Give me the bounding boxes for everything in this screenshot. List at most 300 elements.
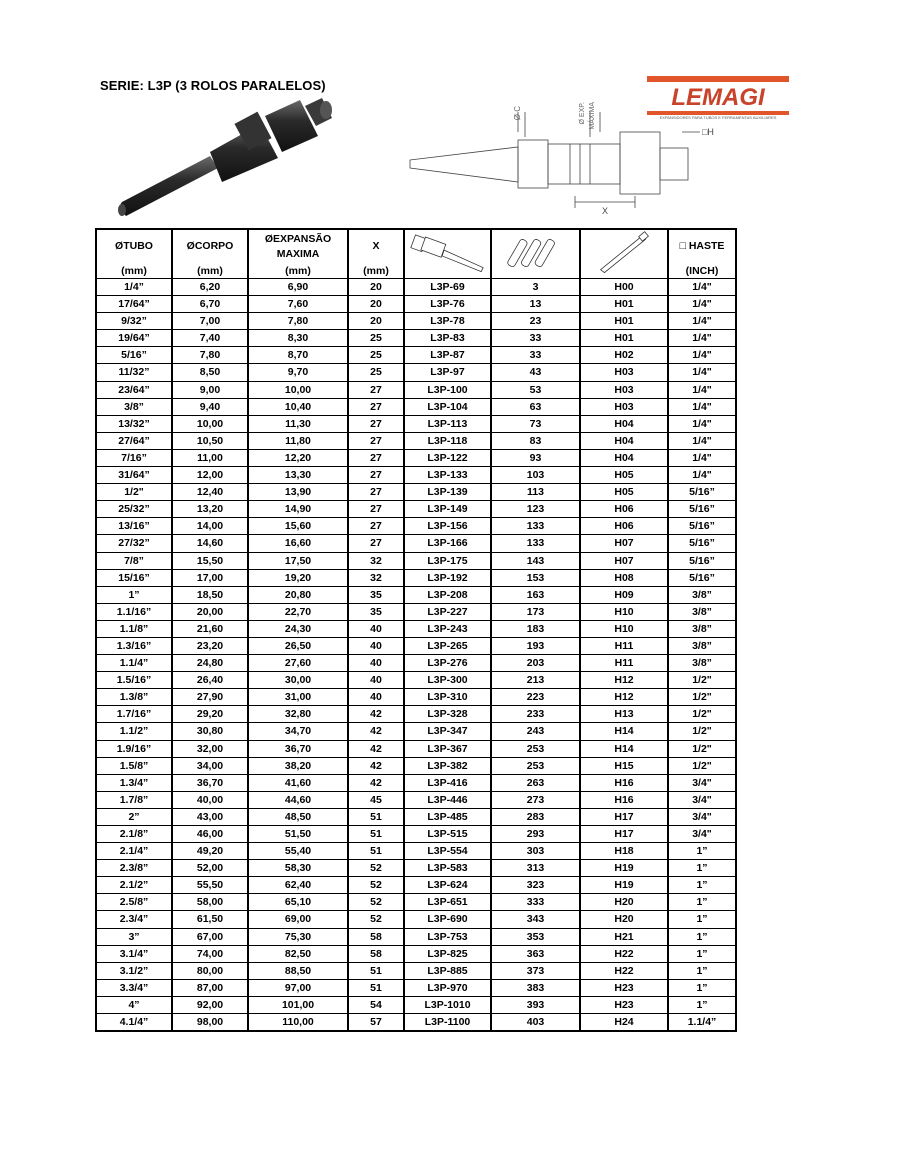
cell-rollers: 43 <box>491 364 580 381</box>
cell-corpo: 14,60 <box>172 535 248 552</box>
cell-expander: L3P-583 <box>404 860 491 877</box>
cell-x: 27 <box>348 484 404 501</box>
cell-expansao: 13,90 <box>248 484 348 501</box>
cell-expansao: 26,50 <box>248 637 348 654</box>
table-row <box>96 962 736 979</box>
cell-tubo: 1.3/8” <box>96 689 172 706</box>
technical-diagram <box>400 92 730 222</box>
cell-expansao: 24,30 <box>248 620 348 637</box>
cell-x: 51 <box>348 962 404 979</box>
table-row <box>96 996 736 1013</box>
cell-rollers: 323 <box>491 877 580 894</box>
cell-tubo: 7/16” <box>96 449 172 466</box>
cell-rollers: 313 <box>491 860 580 877</box>
cell-tubo: 15/16” <box>96 569 172 586</box>
cell-x: 40 <box>348 689 404 706</box>
cell-expansao: 69,00 <box>248 911 348 928</box>
cell-expansao: 10,40 <box>248 398 348 415</box>
cell-expander: L3P-192 <box>404 569 491 586</box>
tool-photo-image <box>110 96 340 226</box>
cell-expansao: 14,90 <box>248 501 348 518</box>
cell-haste: 1/2" <box>668 706 736 723</box>
cell-expansao: 7,60 <box>248 296 348 313</box>
cell-corpo: 17,00 <box>172 569 248 586</box>
cell-x: 54 <box>348 996 404 1013</box>
cell-rollers: 223 <box>491 689 580 706</box>
cell-rollers: 353 <box>491 928 580 945</box>
cell-corpo: 32,00 <box>172 740 248 757</box>
cell-corpo: 52,00 <box>172 860 248 877</box>
cell-rollers: 183 <box>491 620 580 637</box>
table-row <box>96 911 736 928</box>
cell-x: 27 <box>348 432 404 449</box>
cell-expansao: 22,70 <box>248 603 348 620</box>
table-row <box>96 518 736 535</box>
cell-rollers: 53 <box>491 381 580 398</box>
cell-tubo: 1.1/16” <box>96 603 172 620</box>
table-row <box>96 945 736 962</box>
cell-expansao: 38,20 <box>248 757 348 774</box>
cell-haste: 5/16” <box>668 484 736 501</box>
cell-haste: 3/8” <box>668 620 736 637</box>
table-row <box>96 740 736 757</box>
cell-expander: L3P-328 <box>404 706 491 723</box>
cell-x: 40 <box>348 637 404 654</box>
cell-x: 58 <box>348 928 404 945</box>
cell-x: 42 <box>348 740 404 757</box>
table-row <box>96 808 736 825</box>
cell-x: 52 <box>348 894 404 911</box>
cell-tubo: 23/64” <box>96 381 172 398</box>
cell-expansao: 8,70 <box>248 347 348 364</box>
table-header-row <box>96 229 736 279</box>
cell-corpo: 29,20 <box>172 706 248 723</box>
cell-haste: 1/2" <box>668 723 736 740</box>
cell-mandrel: H21 <box>580 928 668 945</box>
cell-expansao: 17,50 <box>248 552 348 569</box>
cell-corpo: 20,00 <box>172 603 248 620</box>
cell-expander: L3P-446 <box>404 791 491 808</box>
cell-expander: L3P-970 <box>404 979 491 996</box>
header-expansao: ØEXPANSÃO MAXIMA (mm) <box>248 229 348 279</box>
cell-haste: 1/4" <box>668 381 736 398</box>
cell-tubo: 2” <box>96 808 172 825</box>
cell-haste: 1/4" <box>668 313 736 330</box>
cell-tubo: 1.1/2” <box>96 723 172 740</box>
cell-haste: 1/4" <box>668 330 736 347</box>
cell-mandrel: H04 <box>580 415 668 432</box>
cell-expander: L3P-310 <box>404 689 491 706</box>
cell-x: 25 <box>348 364 404 381</box>
cell-rollers: 233 <box>491 706 580 723</box>
cell-expansao: 13,30 <box>248 467 348 484</box>
table-row <box>96 432 736 449</box>
cell-mandrel: H14 <box>580 723 668 740</box>
cell-expansao: 11,30 <box>248 415 348 432</box>
cell-mandrel: H12 <box>580 672 668 689</box>
cell-haste: 1/4" <box>668 347 736 364</box>
cell-expansao: 48,50 <box>248 808 348 825</box>
cell-mandrel: H04 <box>580 449 668 466</box>
rollers-icon <box>492 230 579 278</box>
cell-corpo: 98,00 <box>172 1014 248 1032</box>
cell-expander: L3P-149 <box>404 501 491 518</box>
cell-haste: 1/4" <box>668 432 736 449</box>
cell-expansao: 31,00 <box>248 689 348 706</box>
cell-mandrel: H13 <box>580 706 668 723</box>
cell-mandrel: H11 <box>580 655 668 672</box>
cell-rollers: 243 <box>491 723 580 740</box>
cell-haste: 1” <box>668 928 736 945</box>
header-rollers-icon <box>491 229 580 279</box>
cell-mandrel: H17 <box>580 808 668 825</box>
cell-x: 27 <box>348 415 404 432</box>
cell-corpo: 26,40 <box>172 672 248 689</box>
table-row <box>96 1014 736 1032</box>
cell-rollers: 293 <box>491 826 580 843</box>
cell-haste: 1/2" <box>668 672 736 689</box>
cell-mandrel: H20 <box>580 894 668 911</box>
cell-mandrel: H06 <box>580 518 668 535</box>
cell-expander: L3P-1100 <box>404 1014 491 1032</box>
cell-expander: L3P-885 <box>404 962 491 979</box>
cell-tubo: 1.3/4” <box>96 774 172 791</box>
cell-tubo: 1/4” <box>96 279 172 296</box>
cell-tubo: 4.1/4” <box>96 1014 172 1032</box>
cell-rollers: 103 <box>491 467 580 484</box>
table-row <box>96 552 736 569</box>
cell-corpo: 30,80 <box>172 723 248 740</box>
cell-corpo: 9,00 <box>172 381 248 398</box>
cell-tubo: 9/32” <box>96 313 172 330</box>
cell-tubo: 3.3/4” <box>96 979 172 996</box>
cell-expansao: 12,20 <box>248 449 348 466</box>
cell-expander: L3P-118 <box>404 432 491 449</box>
cell-haste: 1/4" <box>668 449 736 466</box>
cell-mandrel: H19 <box>580 860 668 877</box>
cell-x: 27 <box>348 518 404 535</box>
cell-haste: 1” <box>668 911 736 928</box>
cell-expander: L3P-156 <box>404 518 491 535</box>
cell-x: 27 <box>348 501 404 518</box>
cell-mandrel: H01 <box>580 313 668 330</box>
cell-expander: L3P-166 <box>404 535 491 552</box>
table-row <box>96 826 736 843</box>
cell-mandrel: H09 <box>580 586 668 603</box>
cell-tubo: 11/32” <box>96 364 172 381</box>
cell-mandrel: H03 <box>580 381 668 398</box>
cell-mandrel: H20 <box>580 911 668 928</box>
table-row <box>96 569 736 586</box>
table-row <box>96 330 736 347</box>
table-row <box>96 535 736 552</box>
cell-corpo: 67,00 <box>172 928 248 945</box>
cell-expansao: 36,70 <box>248 740 348 757</box>
cell-haste: 1/2" <box>668 740 736 757</box>
cell-x: 20 <box>348 279 404 296</box>
cell-haste: 3/4" <box>668 826 736 843</box>
cell-rollers: 383 <box>491 979 580 996</box>
cell-rollers: 283 <box>491 808 580 825</box>
cell-expander: L3P-554 <box>404 843 491 860</box>
cell-expansao: 41,60 <box>248 774 348 791</box>
cell-rollers: 3 <box>491 279 580 296</box>
cell-expansao: 65,10 <box>248 894 348 911</box>
table-row <box>96 979 736 996</box>
cell-mandrel: H04 <box>580 432 668 449</box>
cell-corpo: 7,40 <box>172 330 248 347</box>
cell-rollers: 343 <box>491 911 580 928</box>
cell-x: 42 <box>348 774 404 791</box>
diagram-label-exp: Ø EXP. <box>579 102 586 125</box>
cell-haste: 1/2" <box>668 757 736 774</box>
expander-tool-icon <box>405 230 490 278</box>
cell-expander: L3P-104 <box>404 398 491 415</box>
cell-haste: 5/16” <box>668 535 736 552</box>
cell-x: 51 <box>348 826 404 843</box>
table-row <box>96 279 736 296</box>
cell-expander: L3P-300 <box>404 672 491 689</box>
table-row <box>96 467 736 484</box>
cell-expansao: 16,60 <box>248 535 348 552</box>
cell-expansao: 110,00 <box>248 1014 348 1032</box>
diagram-label-x: X <box>601 206 609 216</box>
cell-corpo: 7,00 <box>172 313 248 330</box>
cell-tubo: 31/64” <box>96 467 172 484</box>
svg-text:LEMAGI: LEMAGI <box>671 84 765 111</box>
cell-expansao: 82,50 <box>248 945 348 962</box>
table-row <box>96 655 736 672</box>
cell-mandrel: H22 <box>580 945 668 962</box>
table-row <box>96 449 736 466</box>
cell-expansao: 51,50 <box>248 826 348 843</box>
cell-corpo: 36,70 <box>172 774 248 791</box>
cell-corpo: 10,00 <box>172 415 248 432</box>
cell-haste: 1” <box>668 877 736 894</box>
cell-haste: 3/8” <box>668 637 736 654</box>
cell-rollers: 93 <box>491 449 580 466</box>
cell-x: 40 <box>348 655 404 672</box>
cell-haste: 1/4" <box>668 398 736 415</box>
table-row <box>96 757 736 774</box>
cell-expander: L3P-367 <box>404 740 491 757</box>
cell-expansao: 97,00 <box>248 979 348 996</box>
cell-tubo: 1” <box>96 586 172 603</box>
header-haste: □ HASTE (INCH) <box>668 229 736 279</box>
cell-rollers: 403 <box>491 1014 580 1032</box>
cell-x: 27 <box>348 398 404 415</box>
cell-expansao: 58,30 <box>248 860 348 877</box>
cell-haste: 5/16” <box>668 552 736 569</box>
table-row <box>96 415 736 432</box>
cell-haste: 1/4" <box>668 364 736 381</box>
cell-rollers: 33 <box>491 347 580 364</box>
cell-corpo: 58,00 <box>172 894 248 911</box>
cell-corpo: 7,80 <box>172 347 248 364</box>
cell-tubo: 3.1/4” <box>96 945 172 962</box>
cell-expander: L3P-133 <box>404 467 491 484</box>
cell-corpo: 24,80 <box>172 655 248 672</box>
cell-expansao: 19,20 <box>248 569 348 586</box>
cell-expansao: 15,60 <box>248 518 348 535</box>
cell-tubo: 2.3/4” <box>96 911 172 928</box>
diagram-label-c: Ø C <box>513 106 522 121</box>
cell-mandrel: H14 <box>580 740 668 757</box>
cell-x: 51 <box>348 808 404 825</box>
cell-rollers: 23 <box>491 313 580 330</box>
cell-expander: L3P-97 <box>404 364 491 381</box>
table-row <box>96 484 736 501</box>
table-row <box>96 398 736 415</box>
cell-rollers: 173 <box>491 603 580 620</box>
table-row <box>96 586 736 603</box>
cell-expander: L3P-485 <box>404 808 491 825</box>
cell-corpo: 15,50 <box>172 552 248 569</box>
cell-expansao: 30,00 <box>248 672 348 689</box>
cell-rollers: 113 <box>491 484 580 501</box>
cell-haste: 1” <box>668 945 736 962</box>
table-body <box>96 279 736 1032</box>
cell-haste: 3/8” <box>668 586 736 603</box>
cell-expander: L3P-690 <box>404 911 491 928</box>
table-row <box>96 928 736 945</box>
cell-expansao: 6,90 <box>248 279 348 296</box>
cell-rollers: 303 <box>491 843 580 860</box>
cell-mandrel: H01 <box>580 296 668 313</box>
cell-tubo: 1.9/16” <box>96 740 172 757</box>
cell-rollers: 133 <box>491 518 580 535</box>
cell-tubo: 1/2" <box>96 484 172 501</box>
cell-haste: 1/4" <box>668 415 736 432</box>
cell-x: 58 <box>348 945 404 962</box>
cell-mandrel: H19 <box>580 877 668 894</box>
cell-rollers: 363 <box>491 945 580 962</box>
header-tubo: ØTUBO (mm) <box>96 229 172 279</box>
cell-corpo: 40,00 <box>172 791 248 808</box>
mandrel-icon <box>581 230 667 278</box>
cell-corpo: 11,00 <box>172 449 248 466</box>
cell-corpo: 87,00 <box>172 979 248 996</box>
cell-rollers: 253 <box>491 757 580 774</box>
cell-haste: 1” <box>668 996 736 1013</box>
cell-expansao: 8,30 <box>248 330 348 347</box>
diagram-label-max: MÁXIMA <box>589 102 596 130</box>
page-title: SERIE: L3P (3 ROLOS PARALELOS) <box>100 78 326 93</box>
cell-tubo: 13/32” <box>96 415 172 432</box>
cell-expander: L3P-1010 <box>404 996 491 1013</box>
cell-corpo: 92,00 <box>172 996 248 1013</box>
cell-expansao: 62,40 <box>248 877 348 894</box>
table-row <box>96 894 736 911</box>
cell-expansao: 20,80 <box>248 586 348 603</box>
table-row <box>96 637 736 654</box>
cell-mandrel: H03 <box>580 364 668 381</box>
cell-mandrel: H23 <box>580 996 668 1013</box>
header-corpo: ØCORPO (mm) <box>172 229 248 279</box>
cell-tubo: 19/64” <box>96 330 172 347</box>
cell-expander: L3P-825 <box>404 945 491 962</box>
cell-expansao: 11,80 <box>248 432 348 449</box>
cell-mandrel: H03 <box>580 398 668 415</box>
cell-rollers: 253 <box>491 740 580 757</box>
cell-expander: L3P-276 <box>404 655 491 672</box>
cell-rollers: 273 <box>491 791 580 808</box>
cell-mandrel: H10 <box>580 603 668 620</box>
cell-tubo: 1.7/16” <box>96 706 172 723</box>
cell-haste: 1” <box>668 860 736 877</box>
cell-expansao: 88,50 <box>248 962 348 979</box>
cell-expander: L3P-122 <box>404 449 491 466</box>
cell-haste: 3/4" <box>668 808 736 825</box>
cell-x: 27 <box>348 381 404 398</box>
cell-expander: L3P-753 <box>404 928 491 945</box>
cell-haste: 1/2" <box>668 689 736 706</box>
cell-corpo: 18,50 <box>172 586 248 603</box>
cell-expander: L3P-382 <box>404 757 491 774</box>
cell-tubo: 1.1/8” <box>96 620 172 637</box>
table-row <box>96 381 736 398</box>
cell-x: 25 <box>348 330 404 347</box>
table-row <box>96 706 736 723</box>
cell-mandrel: H02 <box>580 347 668 364</box>
cell-corpo: 21,60 <box>172 620 248 637</box>
cell-rollers: 83 <box>491 432 580 449</box>
cell-expansao: 9,70 <box>248 364 348 381</box>
cell-tubo: 2.5/8” <box>96 894 172 911</box>
cell-tubo: 3/8” <box>96 398 172 415</box>
cell-expansao: 55,40 <box>248 843 348 860</box>
table-row <box>96 689 736 706</box>
cell-expander: L3P-100 <box>404 381 491 398</box>
cell-tubo: 3” <box>96 928 172 945</box>
cell-mandrel: H18 <box>580 843 668 860</box>
cell-expander: L3P-175 <box>404 552 491 569</box>
cell-expansao: 101,00 <box>248 996 348 1013</box>
cell-tubo: 2.1/4” <box>96 843 172 860</box>
cell-x: 52 <box>348 877 404 894</box>
table-row <box>96 347 736 364</box>
cell-mandrel: H01 <box>580 330 668 347</box>
svg-text:EXPANSIDORES PARA TUBOS E FERR: EXPANSIDORES PARA TUBOS E FERRAMENTAS AUXILIARES <box>659 115 777 120</box>
cell-tubo: 27/32” <box>96 535 172 552</box>
cell-haste: 1” <box>668 962 736 979</box>
cell-rollers: 153 <box>491 569 580 586</box>
cell-haste: 5/16” <box>668 518 736 535</box>
cell-expander: L3P-113 <box>404 415 491 432</box>
cell-tubo: 2.1/2” <box>96 877 172 894</box>
cell-x: 57 <box>348 1014 404 1032</box>
cell-mandrel: H12 <box>580 689 668 706</box>
cell-expander: L3P-69 <box>404 279 491 296</box>
cell-mandrel: H22 <box>580 962 668 979</box>
cell-corpo: 34,00 <box>172 757 248 774</box>
cell-mandrel: H07 <box>580 552 668 569</box>
cell-tubo: 3.1/2” <box>96 962 172 979</box>
cell-mandrel: H11 <box>580 637 668 654</box>
cell-tubo: 1.7/8” <box>96 791 172 808</box>
table-row <box>96 313 736 330</box>
cell-haste: 3/4" <box>668 791 736 808</box>
cell-x: 45 <box>348 791 404 808</box>
cell-x: 51 <box>348 843 404 860</box>
cell-expansao: 7,80 <box>248 313 348 330</box>
cell-x: 52 <box>348 911 404 928</box>
cell-expander: L3P-416 <box>404 774 491 791</box>
specifications-table <box>95 228 737 1032</box>
cell-expander: L3P-83 <box>404 330 491 347</box>
cell-mandrel: H06 <box>580 501 668 518</box>
cell-x: 27 <box>348 449 404 466</box>
